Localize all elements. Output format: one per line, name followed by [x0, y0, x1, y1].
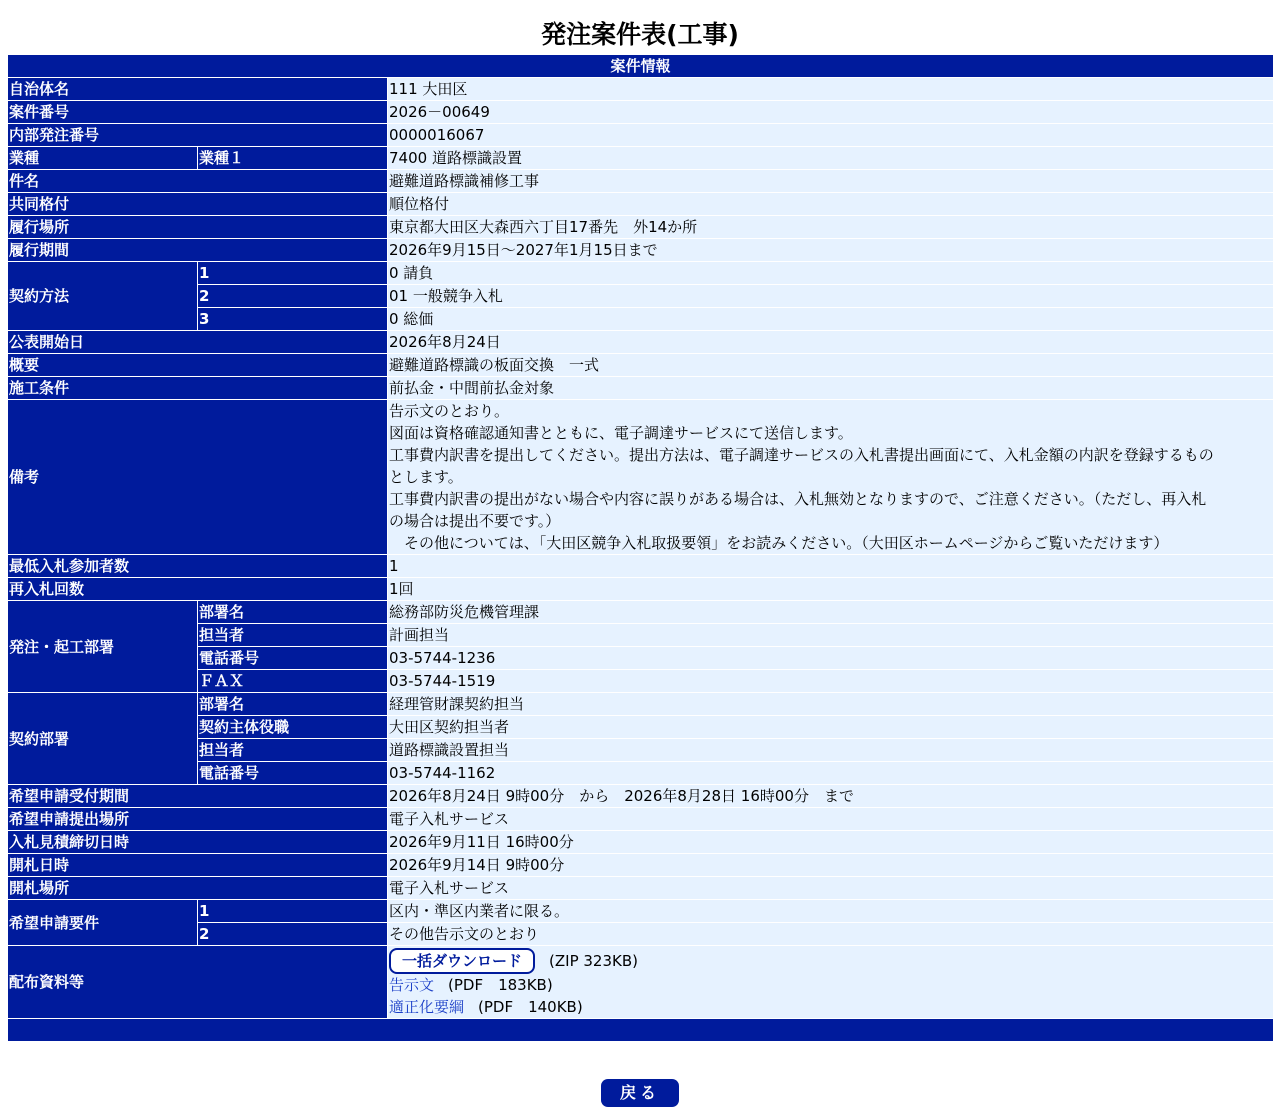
- remarks-line: の場合は提出不要です。）: [389, 512, 561, 530]
- case-info-table: [7, 54, 1274, 1042]
- section-title: 案件情報: [8, 55, 1274, 78]
- contract-method-num-2: 2: [198, 285, 388, 308]
- contract-dept-sub-label: 契約主体役職: [198, 716, 388, 739]
- case-number-label: 案件番号: [8, 101, 388, 124]
- table-row: [8, 78, 1274, 101]
- table-row: [8, 308, 1274, 331]
- internal-number-label: 内部発注番号: [8, 124, 388, 147]
- table-row: [8, 900, 1274, 923]
- table-row: [8, 716, 1274, 739]
- application-period-label: 希望申請受付期間: [8, 785, 388, 808]
- conditions-label: 施工条件: [8, 377, 388, 400]
- remarks-label: 備考: [8, 400, 388, 555]
- contract-dept-value: 大田区契約担当者: [388, 716, 1274, 739]
- contract-dept-value: 03-5744-1162: [388, 762, 1274, 785]
- remarks-line: その他については、「大田区競争入札取扱要領」をお読みください。（大田区ホームページからご覧いただけます）: [389, 534, 1169, 552]
- conditions-value: 前払金・中間前払金対象: [388, 377, 1274, 400]
- table-row: [8, 601, 1274, 624]
- ordering-dept-value: 03-5744-1519: [388, 670, 1274, 693]
- publish-date-value: 2026年8月24日: [388, 331, 1274, 354]
- ordering-dept-sub-label: 電話番号: [198, 647, 388, 670]
- table-row: [8, 647, 1274, 670]
- documents-value: [388, 946, 1274, 1019]
- contract-method-num-1: 1: [198, 262, 388, 285]
- table-row: [8, 785, 1274, 808]
- table-row: [8, 670, 1274, 693]
- table-row: [8, 216, 1274, 239]
- footer-bar: [8, 1019, 1274, 1042]
- overview-label: 概要: [8, 354, 388, 377]
- remarks-line: 図面は資格確認通知書とともに、電子調達サービスにて送信します。: [389, 424, 853, 442]
- bulk-download-line: [389, 946, 1272, 974]
- industry-label: 業種: [8, 147, 198, 170]
- location-value: 東京都大田区大森西六丁目17番先 外14か所: [388, 216, 1274, 239]
- bid-deadline-value: 2026年9月11日 16時00分: [388, 831, 1274, 854]
- remarks-line: 工事費内訳書を提出してください。提出方法は、電子調達サービスの入札書提出画面にて、入札金額の内訳を登録するもの: [389, 446, 1214, 464]
- contract-dept-value: 経理管財課契約担当: [388, 693, 1274, 716]
- min-bidders-label: 最低入札参加者数: [8, 555, 388, 578]
- table-row: [8, 170, 1274, 193]
- application-requirements-num-2: 2: [198, 923, 388, 946]
- contract-method-value-2: 01 一般競争入札: [388, 285, 1274, 308]
- bulk-download-meta: (ZIP 323KB): [549, 952, 638, 970]
- table-row: [8, 946, 1274, 1019]
- application-requirements-label: 希望申請要件: [8, 900, 198, 946]
- table-row: [8, 262, 1274, 285]
- ordering-dept-sub-label: 部署名: [198, 601, 388, 624]
- document-file-line: [389, 996, 1272, 1018]
- table-row: [8, 831, 1274, 854]
- table-row: [8, 101, 1274, 124]
- subject-label: 件名: [8, 170, 388, 193]
- table-row: [8, 377, 1274, 400]
- document-file-line: [389, 974, 1272, 996]
- joint-rating-value: 順位格付: [388, 193, 1274, 216]
- notice-document-link[interactable]: 告示文: [389, 976, 435, 994]
- opening-datetime-label: 開札日時: [8, 854, 388, 877]
- remarks-line: 工事費内訳書の提出がない場合や内容に誤りがある場合は、入札無効となりますので、ご注意ください。（ただし、再入札: [389, 490, 1207, 508]
- ordering-dept-sub-label: 担当者: [198, 624, 388, 647]
- application-place-value: 電子入札サービス: [388, 808, 1274, 831]
- table-row: [8, 808, 1274, 831]
- table-row: [8, 578, 1274, 601]
- opening-place-label: 開札場所: [8, 877, 388, 900]
- internal-number-value: 0000016067: [388, 124, 1274, 147]
- application-requirements-num-1: 1: [198, 900, 388, 923]
- page-title: 発注案件表(工事): [541, 20, 739, 49]
- application-period-value: 2026年8月24日 9時00分 から 2026年8月28日 16時00分 まで: [388, 785, 1274, 808]
- contract-dept-sub-label: 電話番号: [198, 762, 388, 785]
- min-bidders-value: 1: [388, 555, 1274, 578]
- overview-value: 避難道路標識の板面交換 一式: [388, 354, 1274, 377]
- table-row: [8, 739, 1274, 762]
- bulk-download-button[interactable]: 一括ダウンロード: [389, 948, 535, 974]
- industry-sub-label: 業種１: [198, 147, 388, 170]
- contract-dept-label: 契約部署: [8, 693, 198, 785]
- ordering-dept-sub-label: ＦＡＸ: [198, 670, 388, 693]
- location-label: 履行場所: [8, 216, 388, 239]
- subject-value: 避難道路標識補修工事: [388, 170, 1274, 193]
- guideline-document-link[interactable]: 適正化要綱: [389, 998, 465, 1016]
- ordering-dept-value: 総務部防災危機管理課: [388, 601, 1274, 624]
- industry-value: 7400 道路標識設置: [388, 147, 1274, 170]
- remarks-line: 告示文のとおり。: [389, 402, 510, 420]
- opening-place-value: 電子入札サービス: [388, 877, 1274, 900]
- municipality-value: 111 大田区: [388, 78, 1274, 101]
- period-value: 2026年9月15日～2027年1月15日まで: [388, 239, 1274, 262]
- contract-method-value-1: 0 請負: [388, 262, 1274, 285]
- table-row: [8, 400, 1274, 555]
- application-requirements-value-2: その他告示文のとおり: [388, 923, 1274, 946]
- ordering-dept-label: 発注・起工部署: [8, 601, 198, 693]
- table-row: [8, 354, 1274, 377]
- remarks-line: とします。: [389, 468, 463, 486]
- table-row: [8, 147, 1274, 170]
- contract-method-label: 契約方法: [8, 262, 198, 331]
- notice-document-meta: (PDF 183KB): [448, 976, 553, 994]
- table-row: [8, 555, 1274, 578]
- contract-dept-sub-label: 部署名: [198, 693, 388, 716]
- table-row: [8, 762, 1274, 785]
- application-place-label: 希望申請提出場所: [8, 808, 388, 831]
- table-row: [8, 693, 1274, 716]
- application-requirements-value-1: 区内・準区内業者に限る。: [388, 900, 1274, 923]
- table-row: [8, 239, 1274, 262]
- period-label: 履行期間: [8, 239, 388, 262]
- table-row: [8, 854, 1274, 877]
- contract-method-value-3: 0 総価: [388, 308, 1274, 331]
- rebid-count-label: 再入札回数: [8, 578, 388, 601]
- table-row: [8, 124, 1274, 147]
- ordering-dept-value: 計画担当: [388, 624, 1274, 647]
- case-number-value: 2026－00649: [388, 101, 1274, 124]
- guideline-document-meta: (PDF 140KB): [478, 998, 583, 1016]
- table-row: [8, 331, 1274, 354]
- remarks-value: [388, 400, 1274, 555]
- table-row: [8, 285, 1274, 308]
- opening-datetime-value: 2026年9月14日 9時00分: [388, 854, 1274, 877]
- back-button[interactable]: 戻る: [601, 1079, 679, 1107]
- contract-method-num-3: 3: [198, 308, 388, 331]
- contract-dept-value: 道路標識設置担当: [388, 739, 1274, 762]
- table-row: [8, 877, 1274, 900]
- publish-date-label: 公表開始日: [8, 331, 388, 354]
- documents-label: 配布資料等: [8, 946, 388, 1019]
- table-row: [8, 923, 1274, 946]
- table-row: [8, 193, 1274, 216]
- table-row: [8, 624, 1274, 647]
- contract-dept-sub-label: 担当者: [198, 739, 388, 762]
- bid-deadline-label: 入札見積締切日時: [8, 831, 388, 854]
- municipality-label: 自治体名: [8, 78, 388, 101]
- rebid-count-value: 1回: [388, 578, 1274, 601]
- joint-rating-label: 共同格付: [8, 193, 388, 216]
- ordering-dept-value: 03-5744-1236: [388, 647, 1274, 670]
